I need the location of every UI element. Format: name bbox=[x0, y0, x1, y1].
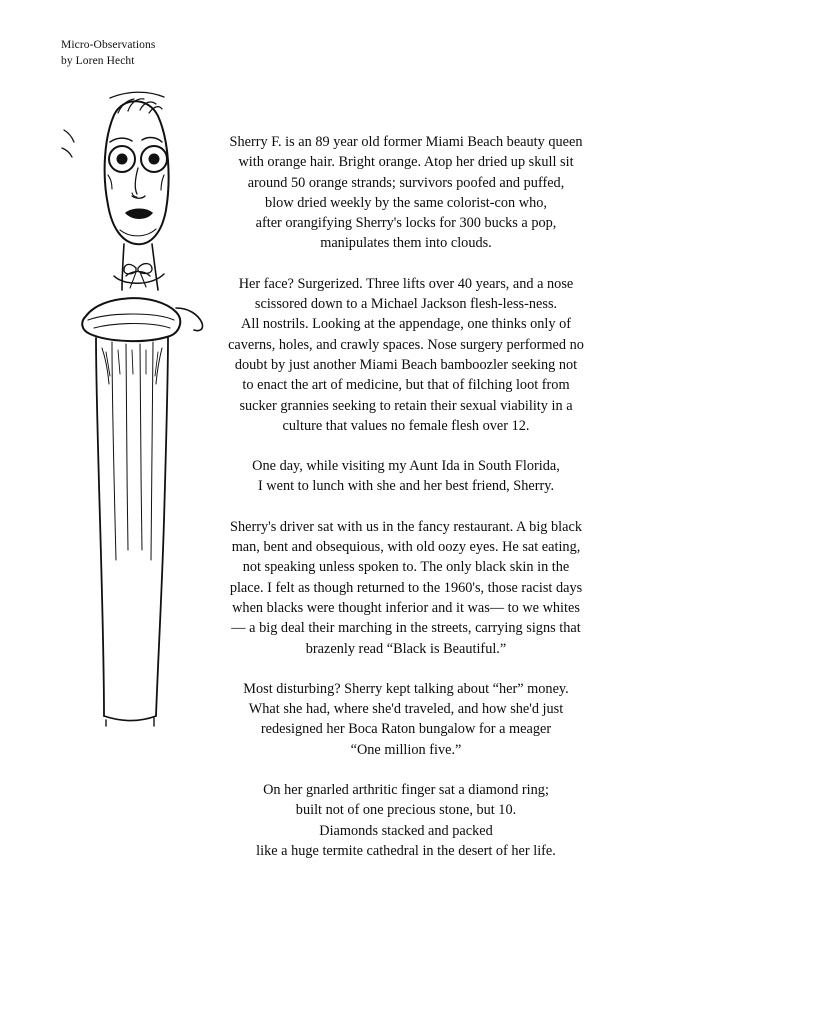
poem-line: redesigned her Boca Raton bungalow for a meager bbox=[260, 721, 552, 738]
poem-line: Sherry F. is an 89 year old former Miami Beach beauty queen bbox=[229, 134, 583, 150]
poem-line: not speaking unless spoken to. The only black skin in the bbox=[242, 559, 570, 576]
poem-line: sucker grannies seeking to retain their sexual viability in a bbox=[239, 397, 573, 414]
poem-line: Her face? Surgerized. Three lifts over 40 years, and a nose bbox=[238, 275, 574, 292]
poem-line: around 50 orange strands; survivors poofed and puffed, bbox=[247, 174, 565, 191]
poem-line: to enact the art of medicine, but that of filching loot from bbox=[242, 377, 570, 394]
poem-line: man, bent and obsequious, with old oozy eyes. He sat eating, bbox=[231, 539, 581, 556]
poem-line: Sherry's driver sat with us in the fancy restaurant. A big black bbox=[230, 518, 582, 535]
poem-body bbox=[222, 132, 590, 861]
poem-line: blow dried weekly by the same colorist-con who, bbox=[265, 194, 547, 211]
stanza bbox=[222, 456, 590, 497]
stanza bbox=[222, 274, 590, 436]
poem-line: “One million five.” bbox=[350, 741, 462, 758]
page-title: Micro-Observations bbox=[61, 39, 156, 51]
poem-line: I went to lunch with she and her best friend, Sherry. bbox=[257, 478, 555, 495]
stanza bbox=[222, 132, 590, 254]
poem-line: built not of one precious stone, but 10. bbox=[295, 802, 517, 819]
poem-line: scissored down to a Michael Jackson flesh-less-ness. bbox=[254, 296, 558, 313]
stanza bbox=[222, 517, 590, 659]
poem-line: doubt by just another Miami Beach bamboozler seeking not bbox=[234, 356, 578, 373]
poem-line: when blacks were thought inferior and it was— to we whites bbox=[232, 599, 580, 616]
poem-line: Diamonds stacked and packed bbox=[319, 822, 493, 839]
stanza bbox=[222, 679, 590, 760]
poem-line: Most disturbing? Sherry kept talking about “her” money. bbox=[243, 680, 569, 697]
poem-line: after orangifying Sherry's locks for 300 bucks a pop, bbox=[255, 215, 557, 232]
author-byline: by Loren Hecht bbox=[61, 54, 135, 67]
poem-line: — a big deal their marching in the streets, carrying signs that bbox=[231, 620, 581, 637]
poem-line: with orange hair. Bright orange. Atop her dried up skull sit bbox=[238, 154, 574, 171]
stanza bbox=[222, 780, 590, 861]
page-header bbox=[61, 38, 361, 69]
poem-line: place. I felt as though returned to the 1960's, those racist days bbox=[229, 579, 583, 596]
ink-drawing-tall-figure bbox=[52, 80, 222, 760]
poem-line: caverns, holes, and crawly spaces. Nose surgery performed no bbox=[228, 336, 584, 353]
poem-line: What she had, where she'd traveled, and how she'd just bbox=[248, 701, 564, 718]
poem-line: brazenly read “Black is Beautiful.” bbox=[305, 640, 507, 657]
poem-line: On her gnarled arthritic finger sat a diamond ring; bbox=[263, 782, 549, 799]
poem-line: like a huge termite cathedral in the desert of her life. bbox=[256, 842, 556, 859]
poem-line: culture that values no female flesh over 12. bbox=[282, 417, 530, 434]
poem-line: manipulates them into clouds. bbox=[320, 235, 492, 252]
poem-line: One day, while visiting my Aunt Ida in South Florida, bbox=[252, 458, 560, 475]
poem-line: All nostrils. Looking at the appendage, one thinks only of bbox=[241, 316, 571, 333]
